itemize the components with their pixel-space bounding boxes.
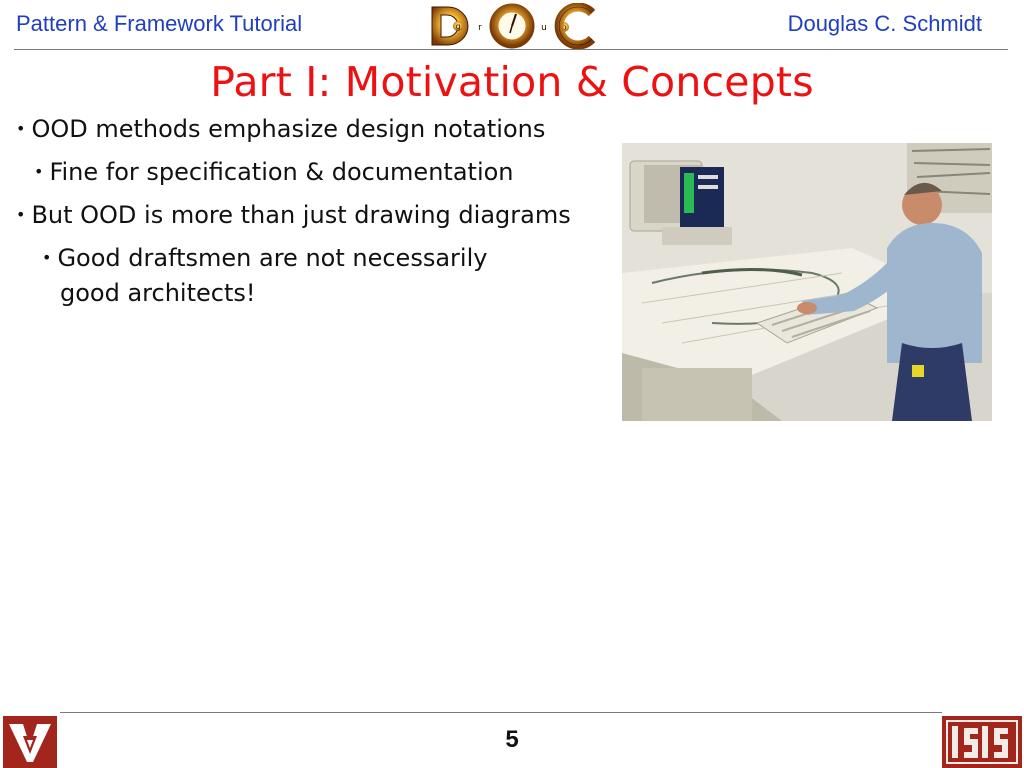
bullet-glyph: •	[16, 205, 26, 224]
sub-bullet-item	[34, 155, 514, 189]
logo-letter-u: u	[541, 23, 547, 33]
bullet-glyph: •	[34, 162, 44, 181]
bullet-continuation-text: good architects!	[60, 279, 256, 307]
bullet-item	[16, 112, 545, 146]
doc-group-logo	[430, 3, 596, 49]
logo-letter-r: r	[478, 23, 482, 33]
bullet-glyph: •	[42, 248, 52, 267]
isis-logo	[942, 716, 1022, 768]
header-divider	[14, 49, 1008, 50]
slide-title: Part I: Motivation & Concepts	[210, 58, 814, 106]
logo-letter-p: p	[561, 23, 567, 32]
sub-bullet-item	[42, 241, 487, 275]
bullet-text: Fine for specification & documentation	[49, 158, 514, 186]
header-left-text: Pattern & Framework Tutorial	[16, 11, 303, 36]
bullet-glyph: •	[16, 119, 26, 138]
logo-letter-g: g	[455, 22, 461, 31]
bullet-text: OOD methods emphasize design notations	[31, 115, 546, 143]
bullet-item	[16, 198, 571, 232]
bullet-text: Good draftsmen are not necessarily	[57, 244, 488, 272]
man-at-drafting-table-photo	[622, 143, 992, 421]
page-number: 5	[505, 726, 519, 753]
header-right-text: Douglas C. Schmidt	[787, 11, 982, 36]
bullet-text: But OOD is more than just drawing diagrams	[31, 201, 571, 229]
footer-divider	[60, 712, 942, 713]
